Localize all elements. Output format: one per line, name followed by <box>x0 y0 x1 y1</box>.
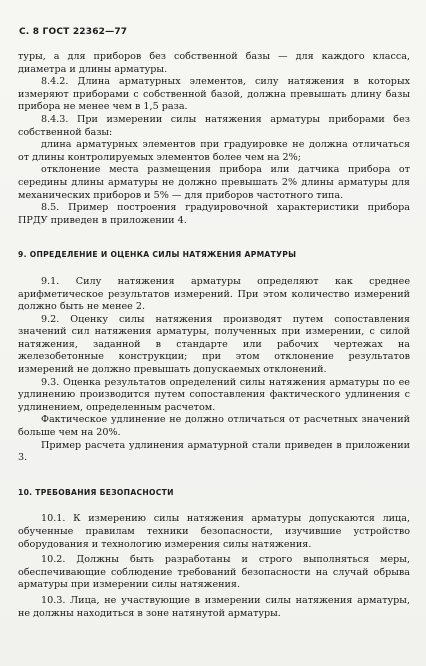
paragraph-9-2: 9.2. Оценку силы натяжения производят путем сопоставления значений сил натяжения арматуры, полученных при измерении, с силой натяжения, заданной в стандарте или рабочих чертежах на железобетонные конструкции; при этом отклонение результатов измерений не должно превышать допускаемых отклонений. <box>18 313 410 376</box>
paragraph-8-4-3: 8.4.3. При измерении силы натяжения арматуры приборами без собственной базы: <box>18 113 410 138</box>
paragraph-9-3-example: Пример расчета удлинения арматурной стали приведен в приложении 3. <box>18 439 410 464</box>
page-header: С. 8 ГОСТ 22362—77 <box>19 27 128 37</box>
paragraph-10-2: 10.2. Должны быть разработаны и строго выполняться меры, обеспечивающие соблюдение требований безопасности на случай обрыва арматуры при измерении силы натяжения. <box>18 554 410 591</box>
paragraph-9-3: 9.3. Оценка результатов определений силы натяжения арматуры по ее удлинению производится путем сопоставления фактического удлинения с удлинением, определенным расчетом. <box>18 376 410 413</box>
paragraph-8-4-1-tail: туры, а для приборов без собственной базы — для каждого класса, диаметра и длины арматуры. <box>18 51 410 75</box>
section-9-heading: 9. ОПРЕДЕЛЕНИЕ И ОЦЕНКА СИЛЫ НАТЯЖЕНИЯ АРМАТУРЫ <box>18 250 297 260</box>
paragraph-8-4-2: 8.4.2. Длина арматурных элементов, силу натяжения в которых измеряют приборами с собственной базой, должна превышать длину базы прибора не менее чем в 1,5 раза. <box>18 76 410 113</box>
paragraph-8-5: 8.5. Пример построения градуировочной характеристики прибора ПРДУ приведен в приложении 4. <box>18 202 410 226</box>
paragraph-10-1: 10.1. К измерению силы натяжения арматуры допускаются лица, обученные правилам техники безопасности, изучившие устройство оборудования и технологию измерения силы натяжения. <box>18 513 410 550</box>
paragraph-8-4-3-deviation: отклонение места размещения прибора или датчика прибора от середины длины арматуры не должно превышать 2% длины арматуры для механических приборов и 5% — для приборов частотного типа. <box>18 164 410 201</box>
paragraph-9-3-actual: Фактическое удлинение не должно отличаться от расчетных значений больше чем на 20%. <box>18 414 410 439</box>
paragraph-9-1: 9.1. Силу натяжения арматуры определяют как среднее арифметическое результатов измерений. При этом количество измерений должно быть не менее 2. <box>18 275 410 313</box>
section-10-heading: 10. ТРЕБОВАНИЯ БЕЗОПАСНОСТИ <box>18 487 174 497</box>
document-body <box>18 51 410 620</box>
paragraph-10-3: 10.3. Лица, не участвующие в измерении силы натяжения арматуры, не должны находиться в зоне натянутой арматуры. <box>18 594 410 619</box>
paragraph-8-4-3-length: длина арматурных элементов при градуировке не должна отличаться от длины контролируемых элементов более чем на 2%; <box>18 139 410 163</box>
